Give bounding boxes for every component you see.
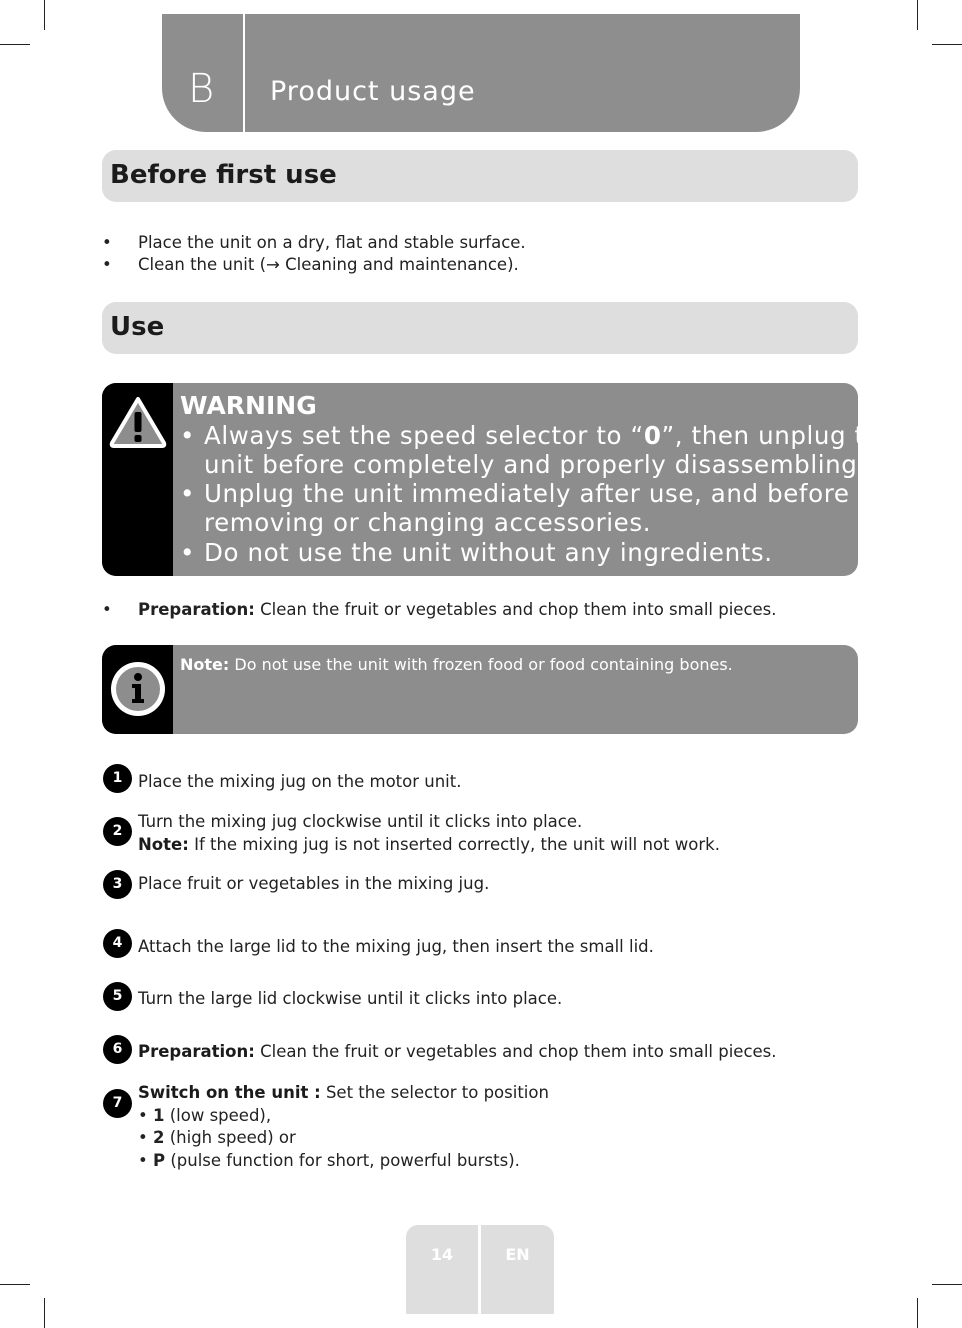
crop-mark xyxy=(44,0,45,30)
step-number: 1 xyxy=(103,764,132,793)
step-text: Place the mixing jug on the motor unit. xyxy=(138,772,462,791)
crop-mark xyxy=(0,44,30,45)
page-number: 14 xyxy=(430,1245,454,1264)
arrow-right-icon: → xyxy=(266,255,280,274)
note-sidebar xyxy=(102,645,173,734)
warning-sidebar xyxy=(102,383,173,576)
language-code: EN xyxy=(505,1245,530,1264)
chapter-title: Product usage xyxy=(270,76,476,107)
note-text: Note: Do not use the unit with frozen food or food containing bones. xyxy=(180,655,733,674)
language-tab xyxy=(481,1225,554,1314)
step-number: 7 xyxy=(103,1089,132,1118)
info-icon xyxy=(108,659,168,719)
list-item: • P (pulse function for short, powerful bursts). xyxy=(138,1151,520,1170)
bullet-icon: • xyxy=(102,255,112,274)
section-bar-before-first-use xyxy=(102,150,858,202)
crop-mark xyxy=(44,1298,45,1328)
crop-mark xyxy=(0,1284,30,1285)
section-bar-use xyxy=(102,302,858,354)
bullet-icon: • xyxy=(102,600,112,619)
step-number: 2 xyxy=(103,817,132,846)
chapter-header xyxy=(162,14,800,132)
bullet-icon: • xyxy=(102,233,112,252)
warning-triangle-icon xyxy=(108,395,168,449)
crop-mark xyxy=(932,44,962,45)
step-text: Switch on the unit : Set the selector to position xyxy=(138,1083,549,1102)
header-divider xyxy=(243,14,245,132)
section-title: Use xyxy=(110,312,165,342)
chapter-letter: B xyxy=(188,66,215,112)
section-title: Before first use xyxy=(110,160,337,190)
crop-mark xyxy=(917,1298,918,1328)
step-number: 5 xyxy=(103,982,132,1011)
list-item: • 2 (high speed) or xyxy=(138,1128,296,1147)
crop-mark xyxy=(917,0,918,30)
step-number: 4 xyxy=(103,929,132,958)
step-text: Attach the large lid to the mixing jug, then insert the small lid. xyxy=(138,937,654,956)
warning-title: WARNING xyxy=(180,391,317,420)
step-text: Place fruit or vegetables in the mixing jug. xyxy=(138,874,490,893)
note-box xyxy=(102,645,858,734)
crop-mark xyxy=(932,1284,962,1285)
list-item: • 1 (low speed), xyxy=(138,1106,272,1125)
step-number: 6 xyxy=(103,1035,132,1064)
step-text: Preparation: Clean the fruit or vegetables and chop them into small pieces. xyxy=(138,1042,777,1061)
step-number: 3 xyxy=(103,870,132,899)
step-text: Turn the mixing jug clockwise until it clicks into place. Note: If the mixing jug is not inserted correctly, the unit will not work. xyxy=(138,812,720,854)
page-number-tab xyxy=(406,1225,478,1314)
step-text: Turn the large lid clockwise until it clicks into place. xyxy=(138,989,563,1008)
warning-box: WARNING • Always set the speed selector to “0”, then unplug the unit before completely and properly disassembling it! • Unplug the unit immediately after use, and before removing or changing accessories. • Do not use the unit without any ingredients. xyxy=(102,383,858,576)
